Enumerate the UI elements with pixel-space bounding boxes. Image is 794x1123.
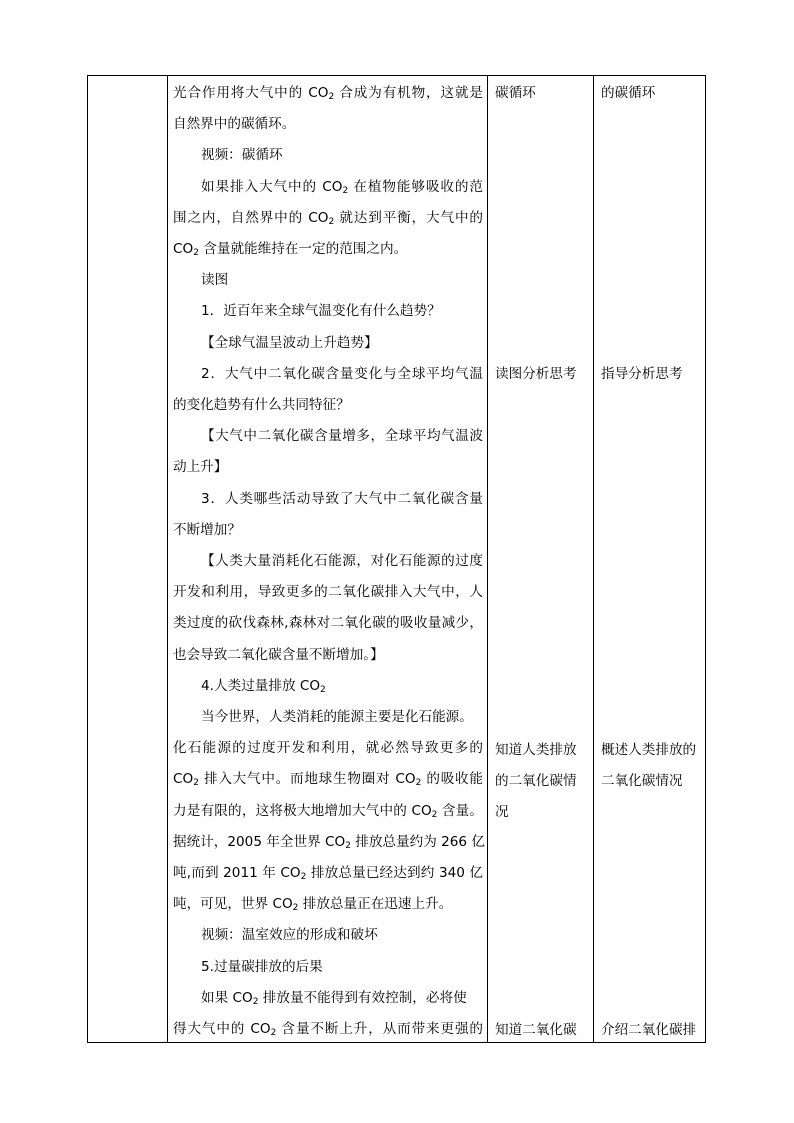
text-segment: 排放总量正在迅速上升。 <box>298 896 453 913</box>
intent-line: 的碳循环 <box>601 85 656 101</box>
subscript: 2 <box>415 778 422 789</box>
content-line <box>169 640 487 670</box>
text-segment: 含量就能维持在一定的范围之内。 <box>198 241 408 257</box>
subscript: 2 <box>270 1028 277 1038</box>
content-line <box>169 296 487 326</box>
text-segment: 的吸收能 <box>421 771 483 788</box>
text-segment: 【大气中二氧化碳含量增多，全球平均气温波 <box>201 428 483 445</box>
content-line <box>169 109 487 139</box>
text-segment: 含量不断上升，从而带来更强的 <box>276 1021 483 1037</box>
text-segment: 视频：碳循环 <box>201 147 283 164</box>
subscript: 2 <box>252 996 259 1007</box>
text-segment: CO <box>173 241 194 257</box>
subscript: 2 <box>342 185 349 196</box>
intent-line: 介绍二氧化碳排 <box>601 1022 697 1038</box>
content-line <box>169 359 487 389</box>
text-segment: 视频：温室效应的形成和破坏 <box>201 927 378 944</box>
content-line <box>169 920 487 950</box>
activity-line: 读图分析思考 <box>495 366 577 382</box>
text-segment: 自然界中的碳循环。 <box>173 116 296 133</box>
content-line <box>169 78 487 108</box>
activity-line: 知道二氧化碳 <box>495 1022 577 1038</box>
text-segment: 【人类大量消耗化石能源，对化石能源的过度 <box>201 553 483 569</box>
content-line <box>169 764 487 794</box>
text-segment: 含量。 <box>437 802 483 819</box>
text-segment: 排放总量已经达到约 340 亿 <box>306 865 483 881</box>
subscript: 2 <box>328 92 335 102</box>
text-segment: 3．人类哪些活动导致了大气中二氧化碳含量 <box>201 490 483 507</box>
column-design-intent <box>595 76 705 1042</box>
column-section-empty <box>88 76 167 1042</box>
text-segment: 也会导致二氧化碳含量不断增加。】 <box>173 646 384 663</box>
text-segment: 力是有限的，这将极大地增加大气中的 CO <box>173 802 432 819</box>
content-line <box>169 671 487 701</box>
content-line <box>169 889 487 919</box>
text-segment: 排入大气中。而地球生物圈对 CO <box>198 771 416 788</box>
content-line <box>169 983 487 1013</box>
text-segment: 据统计，2005 年全世界 CO <box>173 833 346 850</box>
subscript: 2 <box>300 872 307 882</box>
content-line <box>169 1014 487 1042</box>
content-line <box>169 172 487 202</box>
content-line <box>169 796 487 826</box>
text-segment: 动上升】 <box>173 459 228 476</box>
text-segment: 4.人类过量排放 CO <box>201 677 321 694</box>
lesson-plan-table <box>87 75 706 1043</box>
text-segment: 不断增加？ <box>173 521 241 538</box>
text-segment: 开发和利用，导致更多的二氧化碳排入大气中，人 <box>173 584 483 601</box>
text-segment: 得大气中的 CO <box>173 1021 271 1037</box>
content-line <box>169 265 487 295</box>
content-line <box>169 608 487 638</box>
content-line <box>169 827 487 857</box>
content-line <box>169 546 487 576</box>
content-line <box>169 390 487 420</box>
subscript: 2 <box>431 809 438 820</box>
text-segment: 吨,而到 2011 年 CO <box>173 865 301 881</box>
activity-line: 碳循环 <box>495 85 536 101</box>
text-segment: 5.过量碳排放的后果 <box>201 958 323 975</box>
text-segment: 1．近百年来全球气温变化有什么趋势？ <box>201 303 441 320</box>
activity-line: 知道人类排放 <box>495 742 577 758</box>
column-divider <box>593 76 594 1042</box>
text-segment: 如果 CO <box>201 989 253 1006</box>
content-line <box>169 452 487 482</box>
column-student-activity <box>489 76 593 1042</box>
text-segment: 合成为有机物，这就是 <box>334 85 484 101</box>
content-line <box>169 140 487 170</box>
text-segment: 2．大气中二氧化碳含量变化与全球平均气温 <box>201 365 483 382</box>
text-segment: 如果排入大气中的 CO <box>201 178 343 195</box>
content-line <box>169 733 487 763</box>
text-segment: 围之内，自然界中的 CO <box>173 209 329 226</box>
subscript: 2 <box>292 903 299 914</box>
content-line <box>169 328 487 358</box>
text-segment: 化石能源的过度开发和利用，就必然导致更多的 <box>173 740 483 757</box>
content-line <box>169 484 487 514</box>
intent-line: 概述人类排放的 <box>601 742 697 758</box>
content-line <box>169 203 487 233</box>
subscript: 2 <box>193 248 199 258</box>
content-line <box>169 515 487 545</box>
column-divider <box>487 76 488 1042</box>
subscript: 2 <box>328 216 335 227</box>
activity-line: 况 <box>495 804 509 820</box>
text-segment: 吨，可见，世界 CO <box>173 896 293 913</box>
text-segment: 当今世界，人类消耗的能源主要是化石能源。 <box>201 709 473 725</box>
content-line <box>169 858 487 888</box>
column-teaching-content <box>169 76 487 1042</box>
text-segment: 就达到平衡，大气中的 <box>334 209 484 226</box>
intent-line: 二氧化碳情况 <box>601 773 683 789</box>
text-segment: 在植物能够吸收的范 <box>348 178 484 195</box>
text-segment: 读图 <box>201 272 229 289</box>
text-segment: 【全球气温呈波动上升趋势】 <box>201 334 378 351</box>
subscript: 2 <box>345 840 351 851</box>
column-divider <box>167 76 168 1042</box>
content-line <box>169 421 487 451</box>
text-segment: 类过度的砍伐森林,森林对二氧化碳的吸收量减少， <box>173 615 483 632</box>
text-segment: 排放总量约为 266 亿 <box>350 833 485 850</box>
content-line <box>169 577 487 607</box>
text-segment: 的变化趋势有什么共同特征？ <box>173 397 350 413</box>
intent-line: 指导分析思考 <box>601 366 683 382</box>
text-segment: CO <box>173 771 194 788</box>
text-segment: 光合作用将大气中的 CO <box>173 85 329 101</box>
subscript: 2 <box>193 778 199 789</box>
activity-line: 的二氧化碳情 <box>495 773 577 789</box>
content-line <box>169 952 487 982</box>
text-segment: 排放量不能得到有效控制，必将使 <box>258 989 467 1006</box>
subscript: 2 <box>320 684 326 695</box>
content-line <box>169 234 487 264</box>
content-line <box>169 702 487 732</box>
